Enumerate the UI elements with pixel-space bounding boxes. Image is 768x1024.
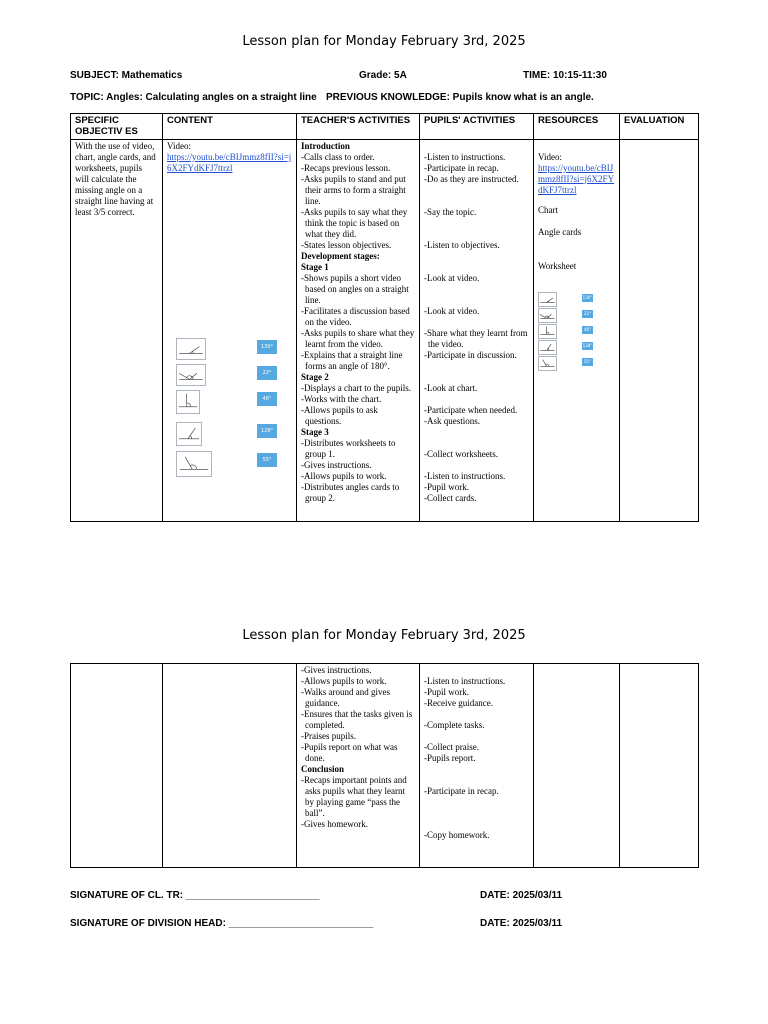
- objective-text: With the use of video, chart, angle cards, and worksheets, pupils will calculate the missing angle on a straight line having at least 3/5 correct.: [75, 141, 156, 217]
- activity-item: -Gives instructions.: [301, 665, 372, 675]
- activity-item: -Asks pupils to stand and put their arms to form a straight line.: [301, 174, 406, 206]
- activity-item: -Participate in recap.: [424, 786, 499, 796]
- subject-label: SUBJECT: Mathematics: [70, 70, 183, 81]
- grade-label: Grade: 5A: [359, 70, 407, 81]
- activity-item: -Pupils report.: [424, 753, 476, 763]
- activity-item: -Listen to instructions.: [424, 676, 506, 686]
- angle-drawing: [176, 451, 212, 477]
- activity-item: -Ask questions.: [424, 416, 480, 426]
- previous-knowledge-label: PREVIOUS KNOWLEDGE: Pupils know what is an angle.: [326, 92, 594, 103]
- activity-item: -Look at video.: [424, 273, 480, 283]
- activity-item: -Recaps important points and asks pupils what they learnt by playing game “pass the ball”.: [301, 775, 407, 818]
- evaluation-cell: [620, 140, 699, 522]
- content-cell: [163, 140, 297, 522]
- spacer: [424, 196, 529, 207]
- angle-drawing: [176, 338, 206, 360]
- angle-value-chip: 128°: [257, 424, 277, 438]
- spacer: [424, 808, 529, 819]
- angle-drawing: [176, 364, 206, 386]
- worksheet-angle-chip: 46°: [583, 327, 592, 332]
- time-label: TIME: 10:15-11:30: [523, 70, 607, 81]
- spacer: [424, 731, 529, 742]
- activity-item: -Praises pupils.: [301, 731, 356, 741]
- column-header-evaluation: EVALUATION: [620, 114, 699, 140]
- angle-value-chip: 130°: [257, 340, 277, 354]
- activity-item: -Share what they learnt from the video.: [424, 328, 528, 349]
- spacer: [424, 394, 529, 405]
- activity-item: -Receive guidance.: [424, 698, 493, 708]
- activity-item: -Distributes worksheets to group 1.: [301, 438, 396, 459]
- worksheet-angle-drawing: [538, 356, 557, 371]
- stage-heading: Introduction: [301, 141, 350, 151]
- page-title: Lesson plan for Monday February 3rd, 2025: [242, 34, 526, 49]
- spacer: [424, 372, 529, 383]
- objective-cell: [71, 140, 163, 522]
- spacer: [424, 317, 529, 328]
- resources-video-label: Video:: [538, 152, 562, 162]
- activity-item: -Look at video.: [424, 306, 480, 316]
- pupil-activities-cell-2: [420, 664, 534, 868]
- teacher-activities-cell-2: [297, 664, 420, 868]
- column-header-objectives: SPECIFIC OBJECTIV ES: [71, 114, 163, 140]
- activity-item: -Collect cards.: [424, 493, 477, 503]
- activity-item: -Look at chart.: [424, 383, 478, 393]
- worksheet-angle-chip: 22°: [583, 311, 592, 316]
- spacer: [424, 251, 529, 262]
- pupil-activities-cell: [420, 140, 534, 522]
- teacher-activities-cell: [297, 140, 420, 522]
- evaluation-cell-2: [620, 664, 699, 868]
- content-video-link[interactable]: https://youtu.be/cBIJmmz8fII?si=j6X2FYdKFJ7ttrzl: [167, 152, 292, 173]
- content-cell-2: [163, 664, 297, 868]
- stage-heading: Stage 3: [301, 427, 329, 437]
- signature-class-teacher: SIGNATURE OF CL. TR: ________________________: [70, 890, 320, 901]
- spacer: [424, 218, 529, 229]
- date-division-head: DATE: 2025/03/11: [480, 918, 563, 929]
- activity-item: -Listen to objectives.: [424, 240, 500, 250]
- spacer: [424, 709, 529, 720]
- spacer: [424, 665, 529, 676]
- resources-cell-2: [534, 664, 620, 868]
- activity-item: -Works with the chart.: [301, 394, 382, 404]
- activity-item: -Say the topic.: [424, 207, 477, 217]
- teacher-activities-list: [301, 141, 415, 504]
- angle-drawing: [176, 422, 202, 446]
- resources-cell: [534, 140, 620, 522]
- activity-item: -Explains that a straight line forms an angle of 180°.: [301, 350, 403, 371]
- pupil-activities-list-2: [424, 665, 529, 841]
- worksheet-angle-drawing: [538, 308, 557, 323]
- content-video-label: Video:: [167, 141, 191, 151]
- worksheet-angle-chip: 55°: [583, 359, 592, 364]
- activity-item: -Facilitates a discussion based on the video.: [301, 306, 410, 327]
- activity-item: -Displays a chart to the pupils.: [301, 383, 411, 393]
- activity-item: -Complete tasks.: [424, 720, 485, 730]
- page-title-2: Lesson plan for Monday February 3rd, 2025: [242, 628, 526, 643]
- pupil-activities-list: [424, 141, 529, 504]
- worksheet-angle-chip: 130°: [582, 295, 593, 300]
- activity-item: -Gives instructions.: [301, 460, 372, 470]
- activity-item: -Allows pupils to work.: [301, 471, 387, 481]
- activity-item: -Ensures that the tasks given is completed.: [301, 709, 413, 730]
- objective-cell-2: [71, 664, 163, 868]
- spacer: [424, 262, 529, 273]
- activity-item: -Asks pupils to share what they learnt from the video.: [301, 328, 415, 349]
- spacer: [424, 764, 529, 775]
- spacer: [424, 185, 529, 196]
- spacer: [424, 361, 529, 372]
- activity-item: -Distributes angles cards to group 2.: [301, 482, 400, 503]
- spacer: [424, 229, 529, 240]
- resources-video-link[interactable]: https://youtu.be/cBIJmmz8fII?si=j6X2FYdKFJ7ttrzl: [538, 163, 615, 195]
- activity-item: -States lesson objectives.: [301, 240, 392, 250]
- activity-item: -Participate in discussion.: [424, 350, 517, 360]
- activity-item: -Listen to instructions.: [424, 152, 506, 162]
- worksheet-angle-chip: 128°: [582, 343, 593, 348]
- stage-heading: Stage 2: [301, 372, 329, 382]
- angle-drawing: [176, 390, 200, 414]
- spacer: [424, 141, 529, 152]
- worksheet-angle-drawing: [538, 340, 557, 355]
- lesson-plan-table: [70, 113, 699, 522]
- column-header-content: CONTENT: [163, 114, 297, 140]
- activity-item: -Participate in recap.: [424, 163, 499, 173]
- spacer: [424, 460, 529, 471]
- stage-heading: Development stages:: [301, 251, 380, 261]
- activity-item: -Do as they are instructed.: [424, 174, 519, 184]
- column-header-pupil-activities: PUPILS' ACTIVITIES: [420, 114, 534, 140]
- activity-item: -Allows pupils to work.: [301, 676, 387, 686]
- activity-item: -Collect praise.: [424, 742, 479, 752]
- activity-item: -Asks pupils to say what they think the topic is based on what they did.: [301, 207, 408, 239]
- topic-label: TOPIC: Angles: Calculating angles on a straight line: [70, 92, 317, 103]
- activity-item: -Pupils report on what was done.: [301, 742, 398, 763]
- angle-value-chip: 46°: [257, 392, 277, 406]
- column-header-resources: RESOURCES: [534, 114, 620, 140]
- activity-item: -Calls class to order.: [301, 152, 375, 162]
- activity-item: -Walks around and gives guidance.: [301, 687, 391, 708]
- worksheet-angle-drawing: [538, 292, 557, 307]
- activity-item: -Listen to instructions.: [424, 471, 506, 481]
- activity-item: -Allows pupils to ask questions.: [301, 405, 378, 426]
- activity-item: -Pupil work.: [424, 482, 469, 492]
- spacer: [424, 819, 529, 830]
- date-class-teacher: DATE: 2025/03/11: [480, 890, 563, 901]
- resources-chart: Chart: [538, 205, 558, 215]
- spacer: [424, 427, 529, 438]
- angle-value-chip: 55°: [257, 453, 277, 467]
- activity-item: -Gives homework.: [301, 819, 368, 829]
- stage-heading: Conclusion: [301, 764, 345, 774]
- column-header-teacher-activities: TEACHER'S ACTIVITIES: [297, 114, 420, 140]
- activity-item: -Shows pupils a short video based on angles on a straight line.: [301, 273, 409, 305]
- spacer: [424, 797, 529, 808]
- resources-worksheet: Worksheet: [538, 261, 577, 271]
- activity-item: -Pupil work.: [424, 687, 469, 697]
- spacer: [424, 438, 529, 449]
- spacer: [424, 284, 529, 295]
- angle-value-chip: 22°: [257, 366, 277, 380]
- activity-item: -Participate when needed.: [424, 405, 518, 415]
- stage-heading: Stage 1: [301, 262, 329, 272]
- signature-division-head: SIGNATURE OF DIVISION HEAD: __________________________: [70, 918, 374, 929]
- worksheet-angle-drawing: [538, 324, 557, 339]
- teacher-activities-list-2: [301, 665, 415, 830]
- spacer: [424, 775, 529, 786]
- spacer: [424, 295, 529, 306]
- activity-item: -Copy homework.: [424, 830, 490, 840]
- lesson-plan-table-continued: [70, 663, 699, 868]
- activity-item: -Recaps previous lesson.: [301, 163, 391, 173]
- activity-item: -Collect worksheets.: [424, 449, 498, 459]
- resources-angle-cards: Angle cards: [538, 227, 582, 237]
